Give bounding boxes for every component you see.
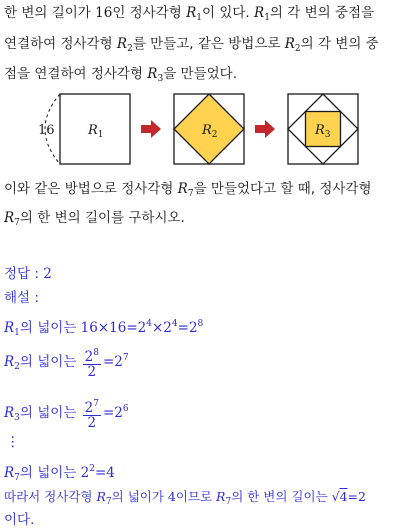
solution-line-5: 따라서 정사각형 $R_7$의 넓이가 4이므로 $R_7$의 한 변의 길이는 √4=2 xyxy=(4,489,366,507)
solution-line-3: $R_3$의 넓이는 $\frac{2^7}{2}$ $=2^6$ xyxy=(4,398,129,431)
vertical-ellipsis: ⋮ xyxy=(6,434,20,450)
answer-line: 정답 : 2 xyxy=(4,266,52,282)
solution-line-2: $R_2$의 넓이는 $\frac{2^8}{2}$ $=2^7$ xyxy=(4,347,129,380)
problem-line-4: 이와 같은 방법으로 정사각형 $R_7$을 만들었다고 할 때, 정사각형 xyxy=(4,181,372,199)
solution-line-6: 이다. xyxy=(4,512,35,528)
fraction: $\frac{2^7}{2}$ xyxy=(84,398,99,431)
label-r1: $R_1$ xyxy=(88,123,104,140)
solution-line-4: $R_7$의 넓이는 $2^2=4$ xyxy=(4,464,115,483)
problem-line-1: 한 변의 길이가 16인 정사각형 $R_1$이 있다. $R_1$의 각 변의 중점을 xyxy=(4,5,375,23)
label-r3: $R_3$ xyxy=(315,123,331,140)
explanation-label: 해설 : xyxy=(4,290,39,306)
arrow-right-icon xyxy=(255,120,275,138)
problem-line-2: 연결하여 정사각형 $R_2$를 만들고, 같은 방법으로 $R_2$의 각 변의 중 xyxy=(4,36,379,54)
solution-line-1: $R_1$의 넓이는 $16\times 16=2^4\times 2^4=2^8$ xyxy=(4,319,204,338)
arrow-right-icon xyxy=(141,120,161,138)
side-length-label: 16 xyxy=(38,123,55,138)
problem-line-3: 점을 연결하여 정사각형 $R_3$을 만들었다. xyxy=(4,66,237,84)
label-r2: $R_2$ xyxy=(202,123,218,140)
problem-line-5: $R_7$의 한 변의 길이를 구하시오. xyxy=(4,210,185,228)
squares-figure xyxy=(0,88,400,170)
fraction: $\frac{2^8}{2}$ xyxy=(84,347,99,380)
